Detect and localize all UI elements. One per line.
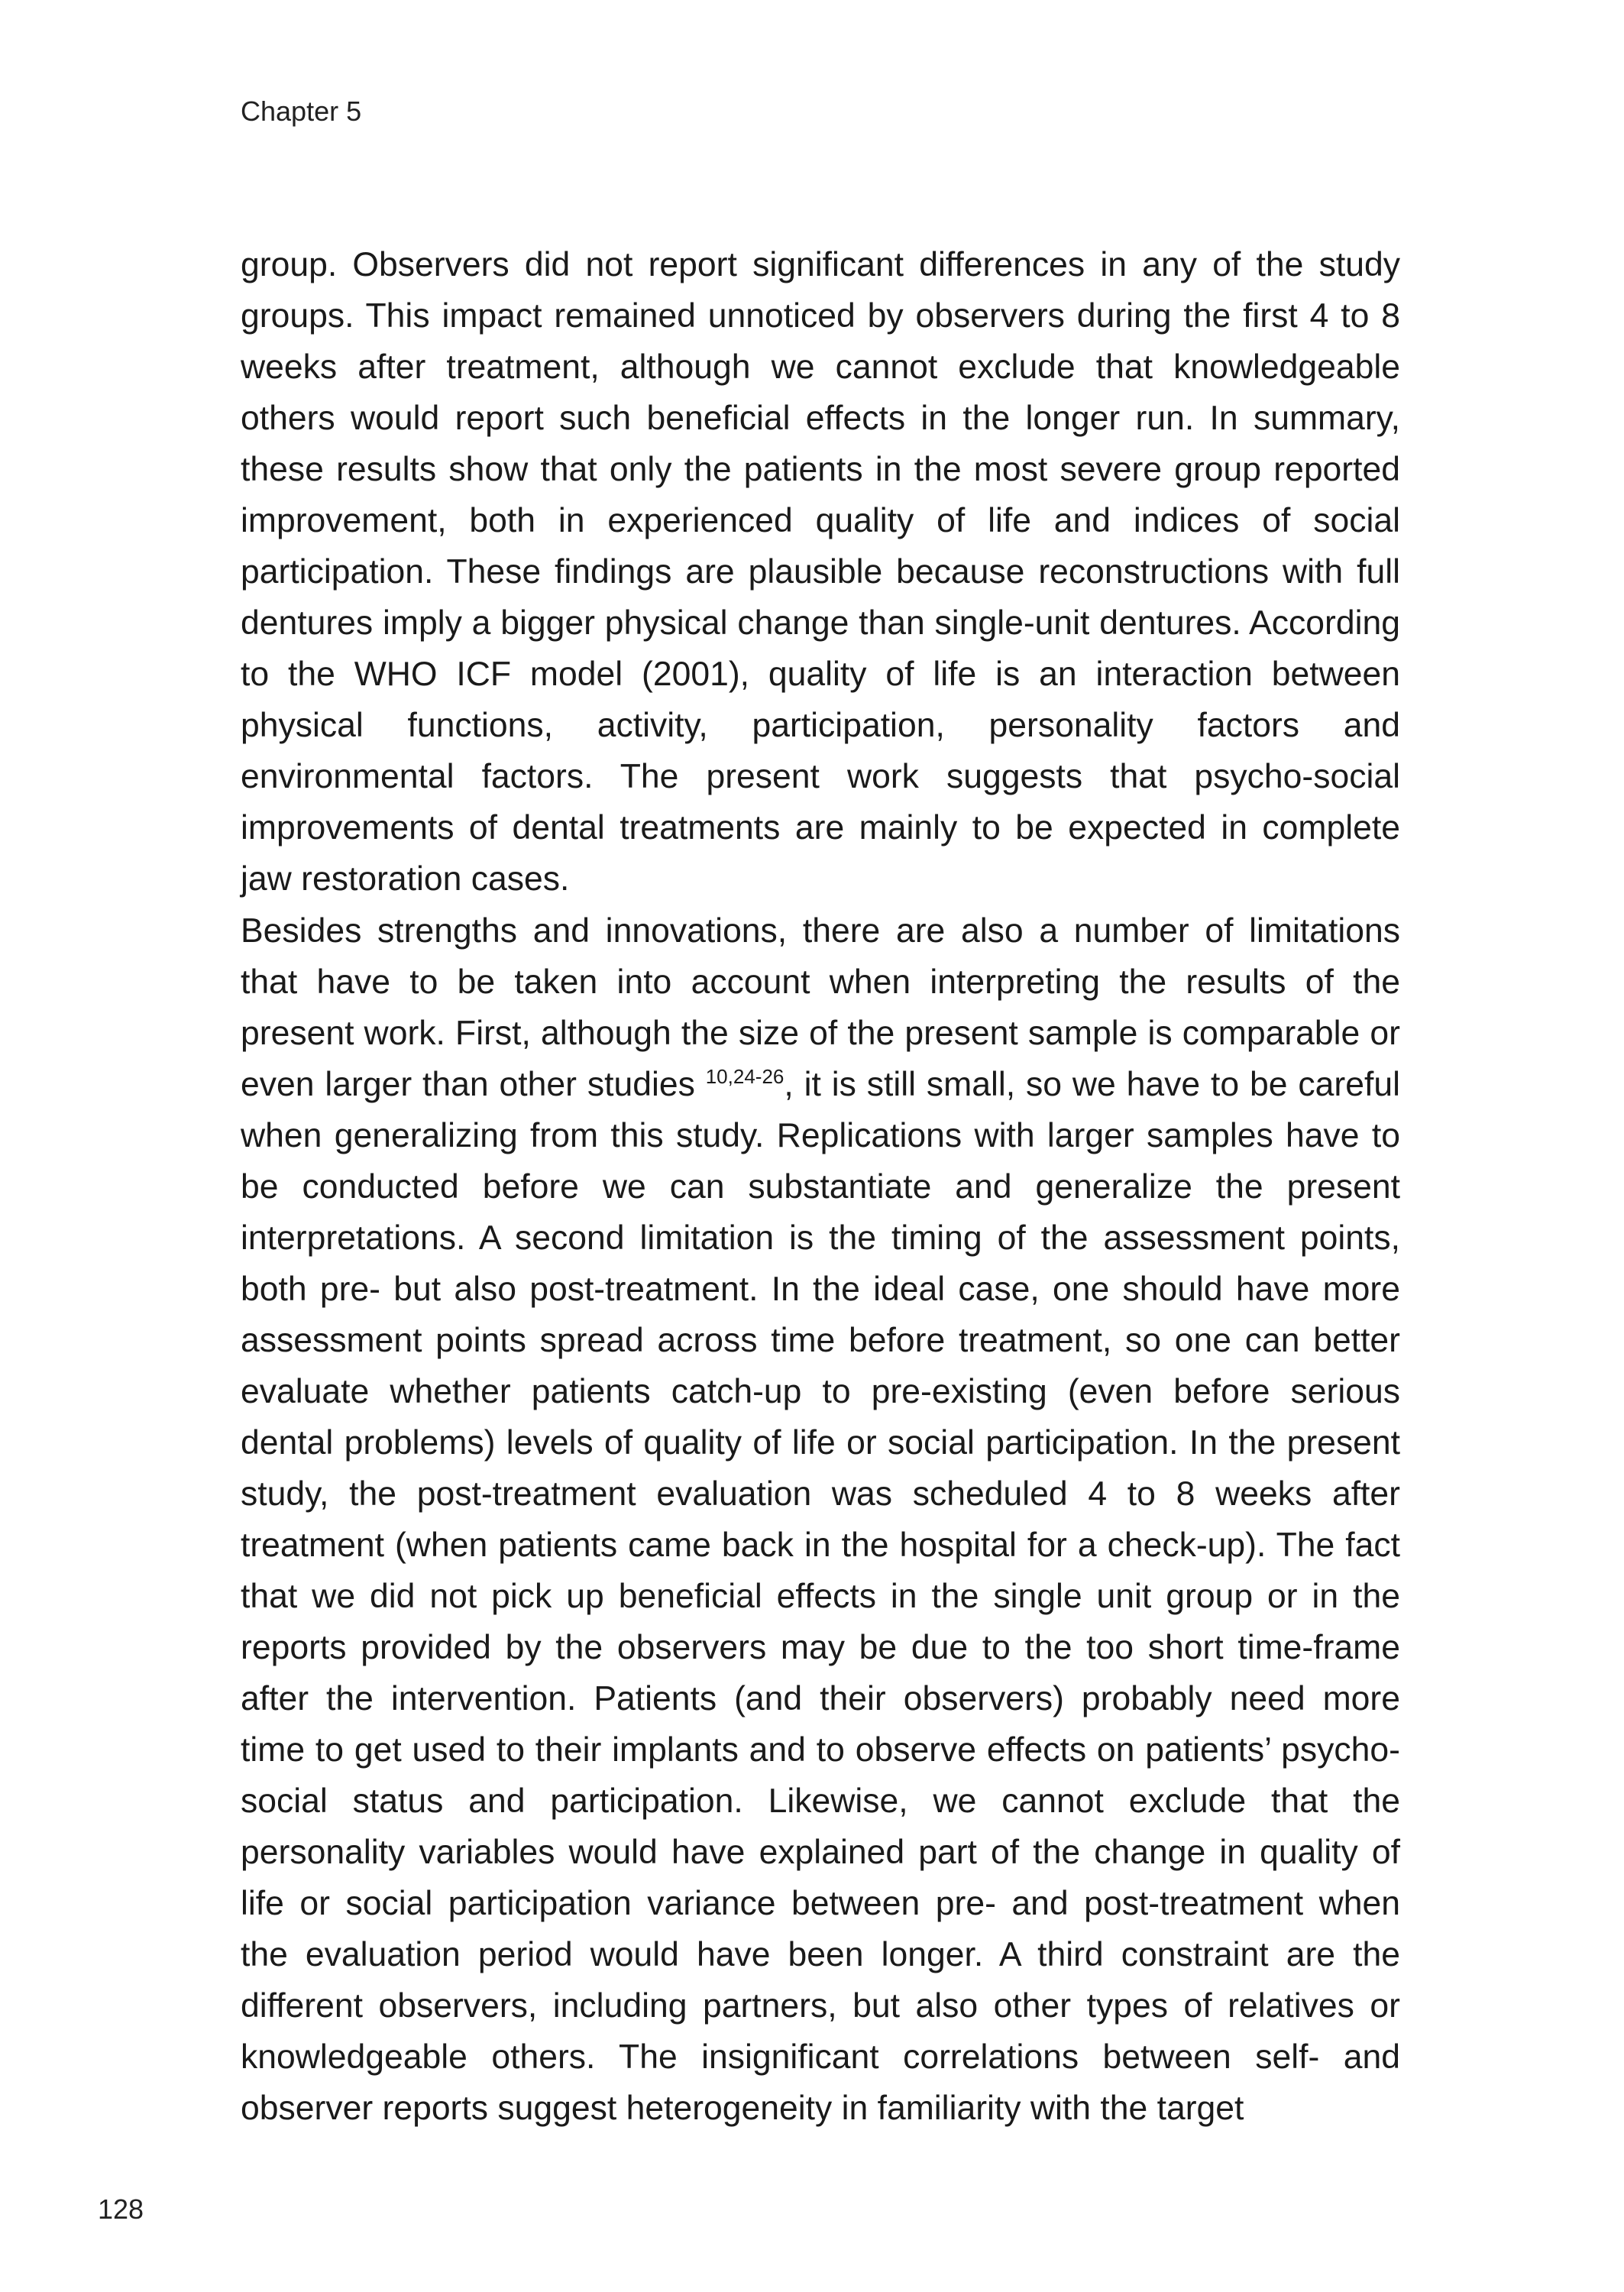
paragraph-text xyxy=(241,905,1400,2134)
page-number: 128 xyxy=(98,2193,144,2225)
citation-superscript: 10,24-26 xyxy=(705,1065,785,1088)
body-paragraph-2 xyxy=(241,905,1400,2134)
paragraph-text: group. Observers did not report significant differences in any of the study groups. This impact remained unnoticed by observers during the first 4 to 8 weeks after treatment, although we cannot exclude that knowledgeable others would report such beneficial effects in the longer run. In summary, these results show that only the patients in the most severe group reported improvement, both in experienced quality of life and indices of social participation. These findings are plausible because reconstructions with full dentures imply a bigger physical change than single-unit dentures. According to the WHO ICF model (2001), quality of life is an interaction between physical functions, activity, participation, personality factors and environmental factors. The present work suggests that psycho-social improvements of dental treatments are mainly to be expected in complete jaw restoration cases. xyxy=(241,246,1400,898)
running-header: Chapter 5 xyxy=(241,96,362,127)
paragraph-text-part-1: Besides strengths and innovations, there are also a number of limitations that have to be taken into account when interpreting the results of the present work. First, although the size of the present sample is comparable or even larger than other studies xyxy=(241,912,1400,1103)
body-paragraph-1 xyxy=(241,239,1400,905)
paragraph-text-part-2: , it is still small, so we have to be careful when generalizing from this study. Replications with larger samples have to be conducted before we can substantiate and generalize the present interpretations. A second limitation is the timing of the assessment points, both pre- but also post-treatment. In the ideal case, one should have more assessment points spread across time before treatment, so one can better evaluate whether patients catch-up to pre-existing (even before serious dental problems) levels of quality of life or social participation. In the present study, the post-treatment evaluation was scheduled 4 to 8 weeks after treatment (when patients came back in the hospital for a check-up). The fact that we did not pick up beneficial effects in the single unit group or in the reports provided by the observers may be due to the too short time-frame after the intervention. Patients (and their observers) probably need more time to get used to their implants and to observe effects on patients’ psycho-social status and participation. Likewise, we cannot exclude that the personality variables would have explained part of the change in quality of life or social participation variance between pre- and post-treatment when the evaluation period would have been longer. A third constraint are the different observers, including partners, but also other types of relatives or knowledgeable others. The insignificant correlations between self- and observer reports suggest heterogeneity in familiarity with the target xyxy=(241,1066,1400,2127)
